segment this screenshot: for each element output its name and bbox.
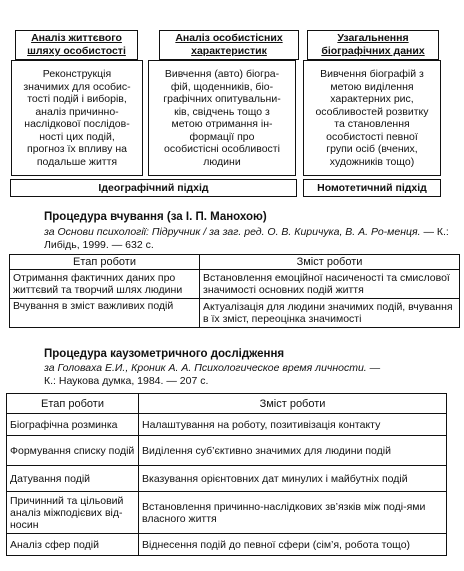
table-header-stage: Етап роботи [7, 394, 139, 414]
table-row [7, 534, 447, 556]
table-cell-content: Налаштування на роботу, позитивізація контакту [139, 414, 447, 436]
procedure-table-empathy [9, 254, 460, 328]
column-body-biographical-data: Вивчення біографій з метою виділення характерних рис, особливостей розвитку та становлення особистості певної групи осіб (вчених, художників тощо) [303, 60, 441, 176]
table-row [7, 466, 447, 492]
column-header-line: Аналіз життєвого [31, 32, 122, 44]
table-cell-content: Вказування орієнтовних дат минулих і майбутніх подій [139, 466, 447, 492]
table-row [10, 299, 460, 328]
citation-source: за Головаха Е.И., Кроник А. А. Психологическое время личности. — [44, 362, 381, 374]
table-header-content: Зміст роботи [200, 255, 460, 270]
table-header-stage: Етап роботи [10, 255, 200, 270]
citation [44, 362, 458, 388]
citation-source: за Основи психології: Підручник / за заг. ред. О. В. Киричука, В. А. Ро-менця. [44, 226, 421, 238]
table-cell-stage: Аналіз сфер подій [7, 534, 139, 556]
table-cell-stage: Біографічна розминка [7, 414, 139, 436]
section-title: Процедура каузометричного дослідження [44, 348, 285, 360]
column-header-life-path [15, 30, 138, 60]
column-header-biographical-data [307, 30, 439, 60]
table-cell-content: Встановлення емоційної насиченості та смислової значимості основних подій життя [200, 270, 460, 299]
column-header-line: шляху особистості [27, 45, 126, 57]
nomothetic-approach-bar: Номотетичний підхід [303, 179, 441, 197]
column-header-personal-traits [159, 30, 299, 60]
table-row [10, 270, 460, 299]
table-cell-content: Встановлення причинно-наслідкових зв’язків між поді-ями власного життя [139, 492, 447, 534]
column-header-line: характеристик [191, 45, 267, 57]
column-header-line: біографічних даних [321, 45, 425, 57]
section-title: Процедура вчування (за І. П. Манохою) [44, 211, 267, 223]
idiographic-approach-bar: Ідеографічний підхід [10, 179, 297, 197]
procedure-table-causometry [6, 393, 447, 556]
column-header-line: Аналіз особистісних [175, 32, 283, 44]
table-header-content: Зміст роботи [139, 394, 447, 414]
table-cell-content: Віднесення подій до певної сфери (сім’я, робота тощо) [139, 534, 447, 556]
table-row [7, 436, 447, 466]
citation-publisher: — К.: Либідь, 1999. — 632 с. [44, 226, 449, 251]
column-header-line: Узагальнення [337, 32, 409, 44]
table-cell-stage: Вчування в зміст важливих подій [10, 299, 200, 328]
citation-publisher: К.: Наукова думка, 1984. — 207 с. [44, 375, 209, 387]
table-row [7, 492, 447, 534]
table-header-row [10, 255, 460, 270]
table-cell-content: Актуалізація для людини значимих подій, вчування в їх зміст, переоцінка значимості [200, 299, 460, 328]
table-cell-content: Виділення суб’єктивно значимих для людини подій [139, 436, 447, 466]
table-cell-stage: Формування списку подій [7, 436, 139, 466]
table-cell-stage: Причинний та цільовий аналіз міжподієвих від-носин [7, 492, 139, 534]
table-cell-stage: Отримання фактичних даних про життєвий та творчий шлях людини [10, 270, 200, 299]
table-header-row [7, 394, 447, 414]
table-cell-stage: Датування подій [7, 466, 139, 492]
table-row [7, 414, 447, 436]
citation [44, 226, 458, 252]
column-body-life-path: Реконструкція значимих для особис- тості подій і виборів, аналіз причинно- наслідкової послідов- ності цих подій, прогноз їх впливу на подальше життя [11, 60, 143, 176]
column-body-personal-traits: Вивчення (авто) біогра- фій, щоденників, біо- графічних опитувальни- ків, свідчень тощо з метою отримання ін- формації про особистісні особливості людини [148, 60, 296, 176]
